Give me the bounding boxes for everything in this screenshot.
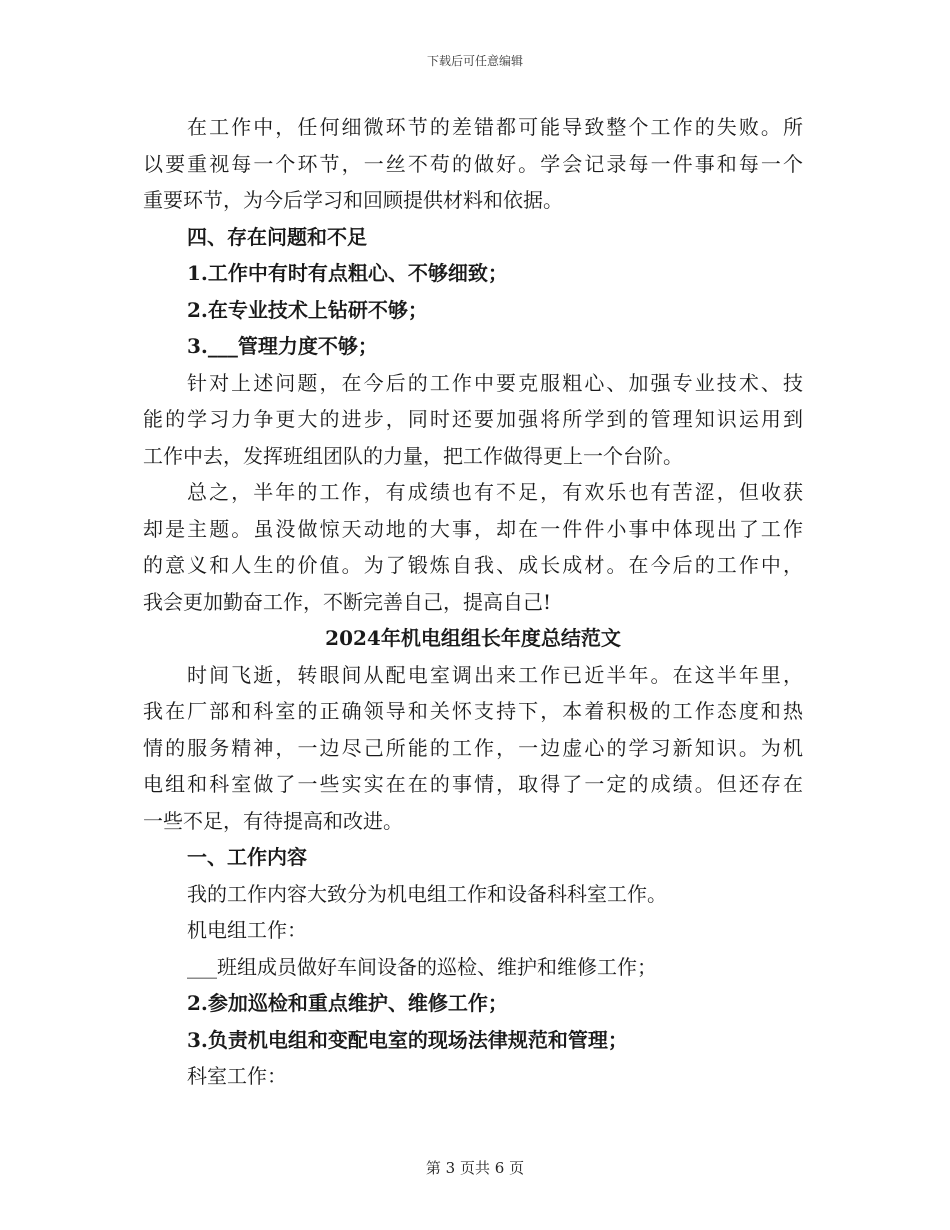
list-item: ___班组成员做好车间设备的巡检、维护和维修工作； xyxy=(187,954,657,979)
paragraph-line: 总之，半年的工作，有成绩也有不足，有欢乐也有苦涩，但收获 xyxy=(187,480,803,504)
paragraph-line: 时间飞逝，转眼间从配电室调出来工作已近半年。在这半年里， xyxy=(187,662,803,687)
list-item: 2.参加巡检和重点维护、维修工作； xyxy=(187,991,508,1015)
section-heading: 一、工作内容 xyxy=(187,845,307,869)
paragraph-line: 一些不足，有待提高和改进。 xyxy=(143,808,403,833)
paragraph-line: 情的服务精神，一边尽己所能的工作，一边虚心的学习新知识。为机 xyxy=(143,735,803,760)
page-header: 下载后可任意编辑 xyxy=(426,54,523,68)
paragraph-line: 我的工作内容大致分为机电组工作和设备科科室工作。 xyxy=(187,881,667,906)
list-item: 1.工作中有时有点粗心、不够细致； xyxy=(187,261,508,285)
paragraph-line: 我会更加勤奋工作，不断完善自己，提高自己! xyxy=(143,589,552,614)
paragraph-line: 机电组工作： xyxy=(187,918,307,942)
paragraph-line: 工作中去，发挥班组团队的力量，把工作做得更上一个台阶。 xyxy=(143,443,683,468)
list-item: 2.在专业技术上钻研不够； xyxy=(187,297,428,322)
paragraph-line: 在工作中，任何细微环节的差错都可能导致整个工作的失败。所 xyxy=(187,115,803,139)
paragraph-line: 重要环节，为今后学习和回顾提供材料和依据。 xyxy=(143,188,563,212)
paragraph-line: 电组和科室做了一些实实在在的事情，取得了一定的成绩。但还存在 xyxy=(143,772,803,796)
section-heading: 四、存在问题和不足 xyxy=(187,224,367,249)
paragraph-line: 却是主题。虽没做惊天动地的大事，却在一件件小事中体现出了工作 xyxy=(143,516,803,541)
paragraph-line: 我在厂部和科室的正确领导和关怀支持下，本着积极的工作态度和热 xyxy=(143,699,803,723)
list-item: 3.负责机电组和变配电室的现场法律规范和管理； xyxy=(187,1027,628,1052)
document-body xyxy=(143,109,803,1095)
page-footer: 第 3 页共 6 页 xyxy=(425,1159,525,1177)
paragraph-line: 的意义和人生的价值。为了锻炼自我、成长成材。在今后的工作中， xyxy=(143,553,803,577)
paragraph-line: 针对上述问题，在今后的工作中要克服粗心、加强专业技术、技 xyxy=(187,370,803,395)
paragraph-line: 科室工作： xyxy=(187,1064,287,1088)
paragraph-line: 能的学习力争更大的进步，同时还要加强将所学到的管理知识运用到 xyxy=(143,407,803,431)
paragraph-line: 以要重视每一个环节，一丝不苟的做好。学会记录每一件事和每一个 xyxy=(143,151,803,176)
document-title: 2024年机电组组长年度总结范文 xyxy=(325,626,621,650)
list-item: 3.___管理力度不够； xyxy=(187,334,378,358)
